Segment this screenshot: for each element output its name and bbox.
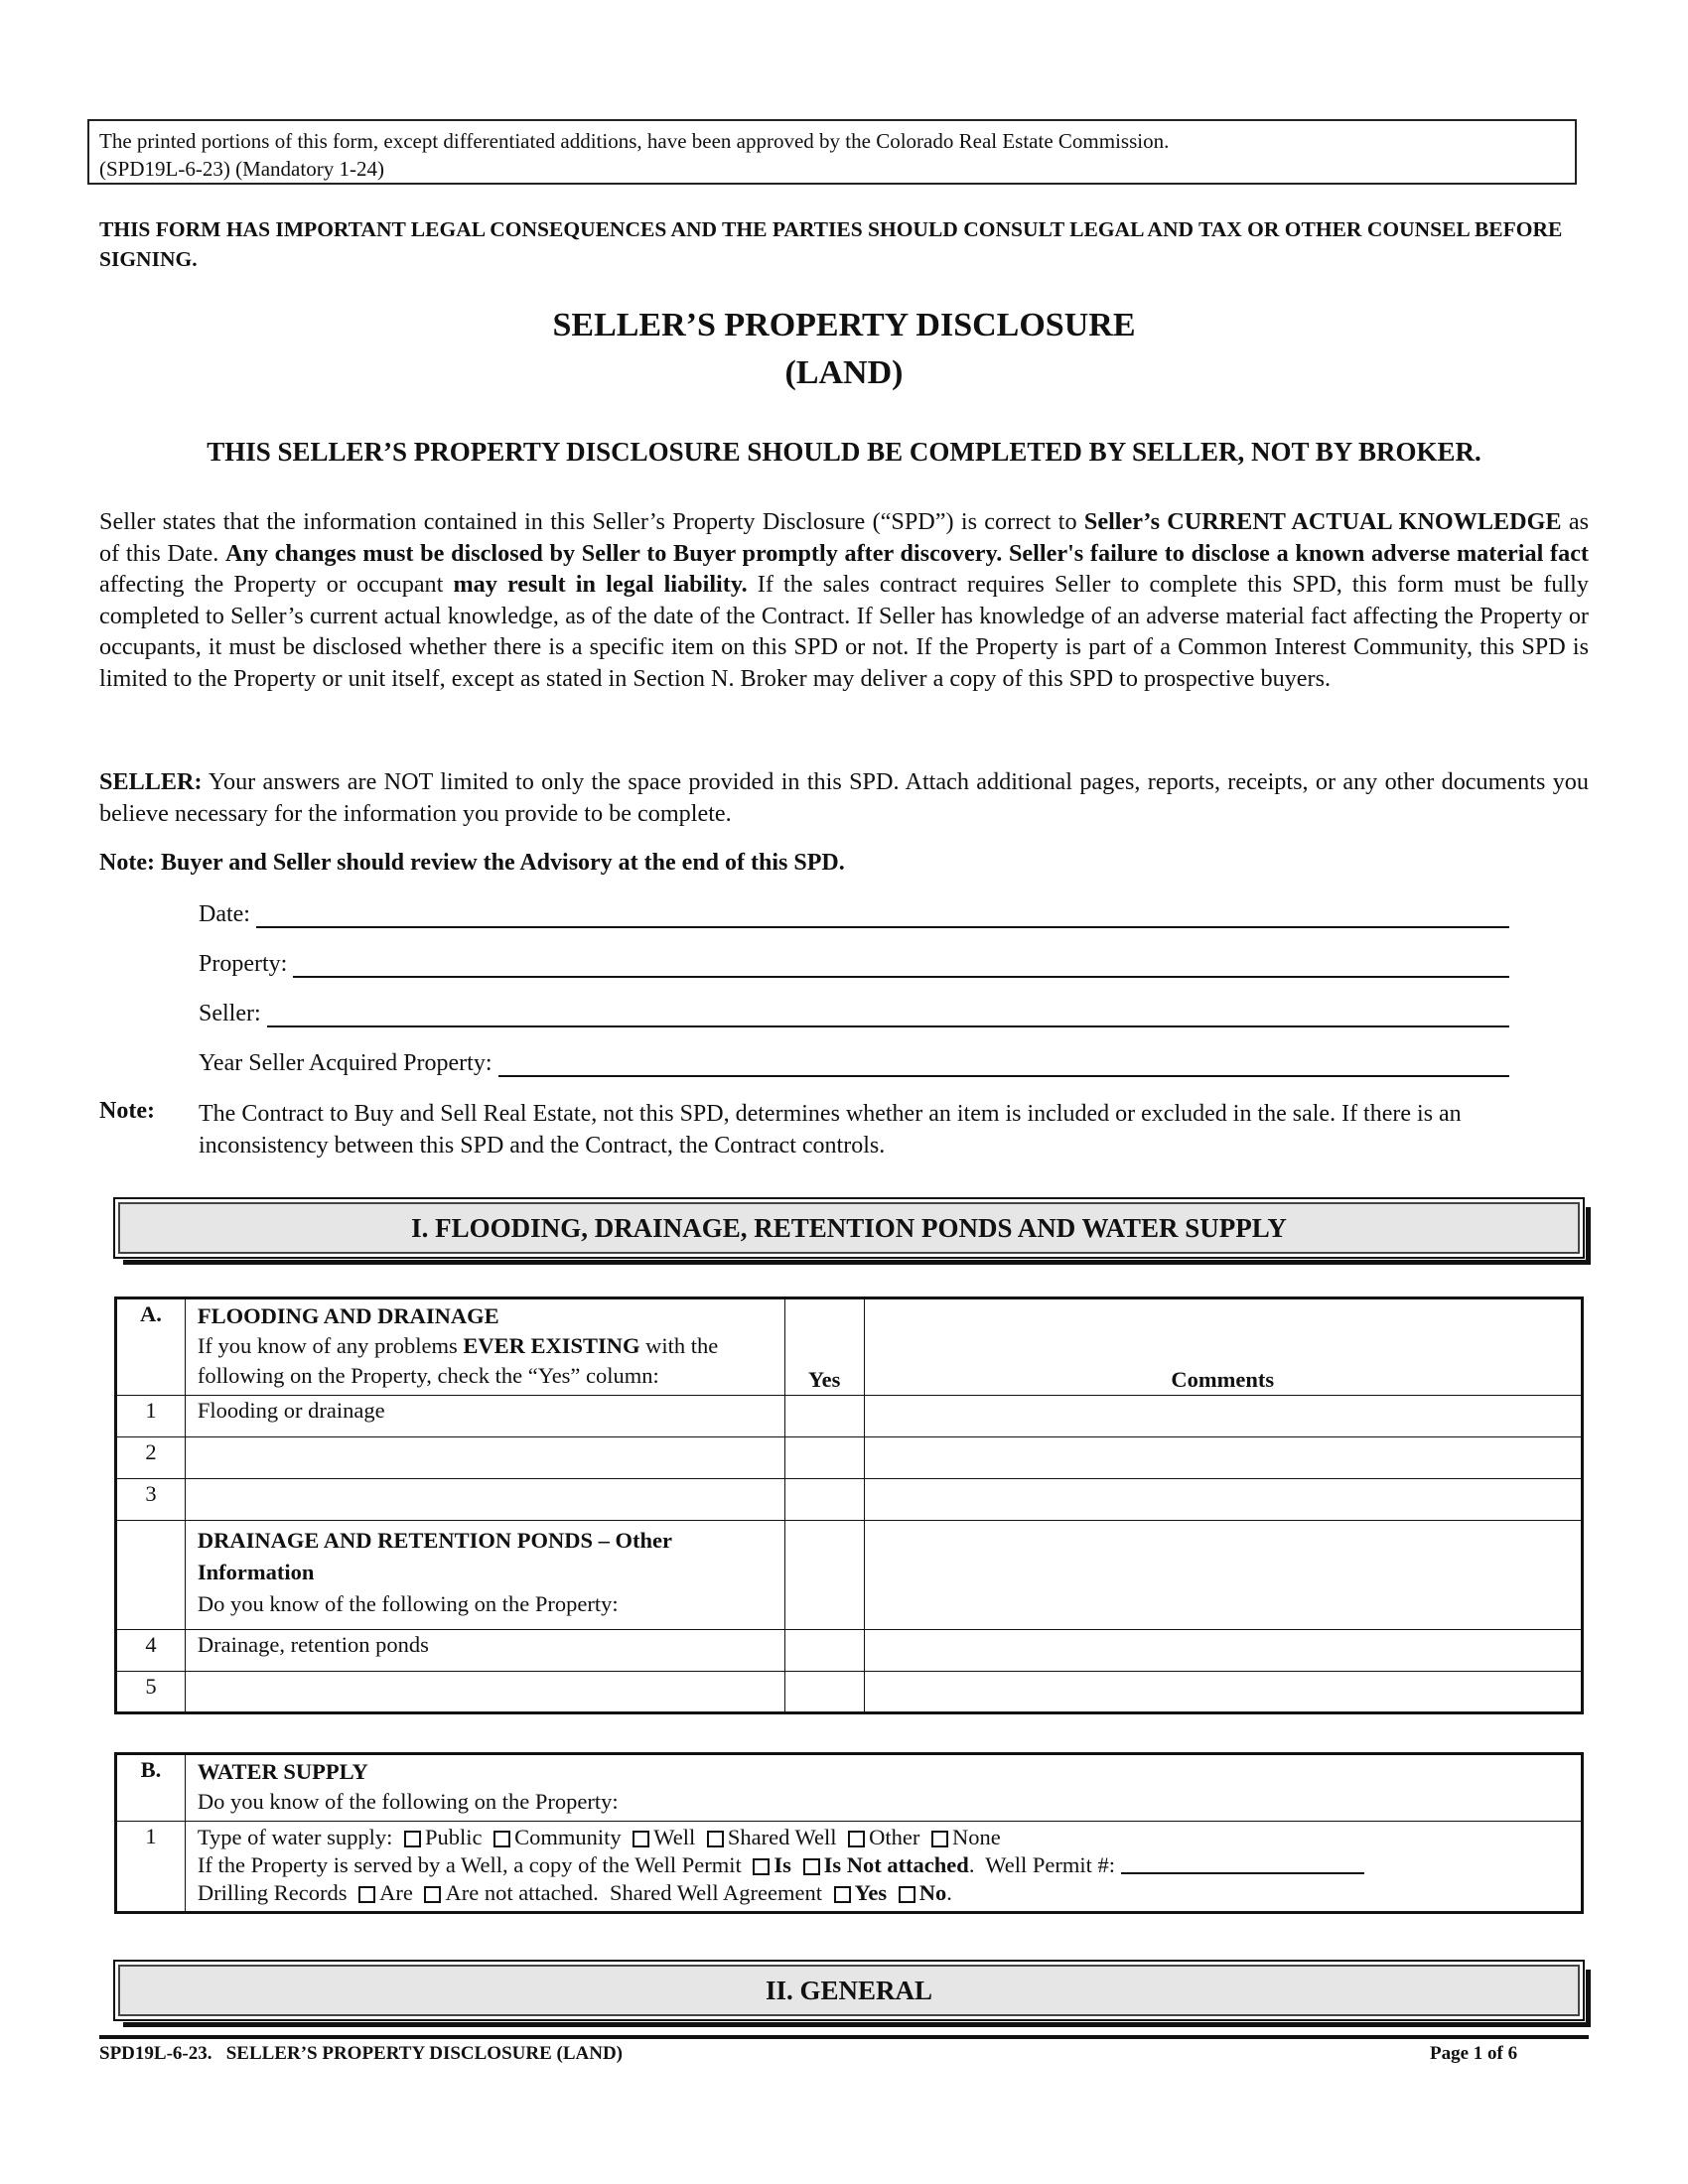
- year-acquired-label: Year Seller Acquired Property:: [199, 1050, 492, 1076]
- yes-cell[interactable]: [784, 1672, 864, 1713]
- date-field: [199, 896, 1509, 928]
- property-label: Property:: [199, 951, 288, 977]
- footer-form-id: SPD19L-6-23. SELLER’S PROPERTY DISCLOSURE (LAND): [99, 2043, 623, 2064]
- table-a-header-row: [116, 1298, 1583, 1396]
- water-supply-row: [116, 1822, 1583, 1913]
- blank-cell: [864, 1521, 1582, 1630]
- is-label: Is: [774, 1852, 791, 1877]
- form-title: SELLER’S PROPERTY DISCLOSURE: [552, 307, 1136, 343]
- table-row: [116, 1479, 1583, 1521]
- table-a-instructions: [198, 1331, 773, 1391]
- comments-cell[interactable]: [864, 1672, 1582, 1713]
- yes-cell[interactable]: [784, 1630, 864, 1672]
- well-permit-label: Well Permit #:: [985, 1852, 1115, 1877]
- water-type-label: Type of water supply:: [197, 1825, 393, 1849]
- approval-line-2: (SPD19L-6-23) (Mandatory 1-24): [99, 157, 384, 181]
- section-2-title: II. GENERAL: [118, 1965, 1580, 2016]
- table-a-heading: FLOODING AND DRAINAGE: [197, 1303, 499, 1328]
- well-permit-line: If the Property is served by a Well, a copy of the Well Permit Is Is Not attached. Well Permit #:: [198, 1851, 1569, 1879]
- table-row: [116, 1396, 1583, 1437]
- row-number: 1: [116, 1396, 186, 1437]
- comments-cell[interactable]: [864, 1479, 1582, 1521]
- table-row: [116, 1437, 1583, 1479]
- are-not-label: Are not attached.: [445, 1880, 599, 1905]
- yes-cell[interactable]: [784, 1479, 864, 1521]
- agreement-yes-label: Yes: [854, 1880, 888, 1905]
- row-label: Drainage, retention ponds: [185, 1630, 784, 1672]
- row-label[interactable]: [185, 1672, 784, 1713]
- section-1-title: I. FLOODING, DRAINAGE, RETENTION PONDS AND WATER SUPPLY: [118, 1202, 1580, 1254]
- table-row: [116, 1672, 1583, 1713]
- table-a-letter: A.: [116, 1298, 186, 1396]
- instr-part-1: If you know of any problems: [197, 1333, 464, 1358]
- public-label: Public: [425, 1825, 483, 1849]
- comments-cell[interactable]: [864, 1437, 1582, 1479]
- section-1-banner: [113, 1197, 1585, 1259]
- none-checkbox[interactable]: [931, 1831, 948, 1847]
- table-b-header-row: [116, 1754, 1583, 1822]
- well-permit-text: If the Property is served by a Well, a copy of the Well Permit: [197, 1852, 742, 1877]
- seller-paragraph: [99, 766, 1589, 829]
- property-input[interactable]: [293, 952, 1509, 978]
- shared-well-checkbox[interactable]: [707, 1831, 724, 1847]
- approval-line-1: The printed portions of this form, except differentiated additions, have been approved by the Colorado Real Estate Commission.: [99, 129, 1170, 153]
- table-b-instructions: Do you know of the following on the Property:: [197, 1789, 619, 1814]
- none-label: None: [951, 1825, 1001, 1849]
- intro-text-4: If the sales contract requires Seller to complete this SPD, this form must be fully completed to Seller’s current actual knowledge, as of the date of the Contract. If Seller has knowledge of an adverse material fact affecting the Property or occupants, it must be disclosed whether there is a specific item on this SPD or not. If the Property is part of a Common Interest Community, this SPD is limited to the Property or unit itself, except as stated in Section N. Broker may deliver a copy of this SPD to prospective buyers.: [99, 571, 1589, 692]
- table-b-heading-cell: [185, 1754, 1582, 1822]
- table-a-heading-cell: [185, 1298, 784, 1396]
- well-label: Well: [653, 1825, 696, 1849]
- footer-page-number: Page 1 of 6: [1430, 2043, 1518, 2064]
- table-b-letter: B.: [116, 1754, 186, 1822]
- agreement-no-checkbox[interactable]: [899, 1886, 915, 1903]
- shared-well-label: Shared Well: [727, 1825, 837, 1849]
- contract-note-label: Note:: [99, 1098, 155, 1124]
- drainage-instructions: Do you know of the following on the Property:: [197, 1591, 619, 1616]
- water-supply-cell: [185, 1822, 1582, 1913]
- other-label: Other: [869, 1825, 920, 1849]
- well-checkbox[interactable]: [633, 1831, 649, 1847]
- comments-cell[interactable]: [864, 1630, 1582, 1672]
- footer-divider: [99, 2035, 1589, 2039]
- table-b-heading: WATER SUPPLY: [197, 1759, 368, 1784]
- section-2-banner: [113, 1960, 1585, 2021]
- date-input[interactable]: [256, 902, 1509, 928]
- row-number: 4: [116, 1630, 186, 1672]
- drainage-subheading-cell: [185, 1521, 784, 1630]
- water-supply-table: [114, 1752, 1584, 1914]
- instr-part-3: with the following on the Property, check the “Yes” column:: [197, 1333, 719, 1388]
- community-label: Community: [514, 1825, 622, 1849]
- intro-bold-2: Any changes must be disclosed by Seller to Buyer promptly after discovery. Seller's failure to disclose a known adverse material fact: [224, 539, 1589, 567]
- property-field: [199, 946, 1509, 978]
- year-acquired-input[interactable]: [498, 1051, 1510, 1077]
- is-not-attached-label: Is Not attached: [823, 1852, 969, 1877]
- intro-paragraph: [99, 506, 1589, 695]
- intro-text-3: affecting the Property or occupant: [99, 571, 454, 599]
- seller-label: SELLER:: [99, 768, 203, 795]
- year-acquired-field: [199, 1045, 1509, 1077]
- shared-well-agreement-label: Shared Well Agreement: [610, 1880, 822, 1905]
- seller-input[interactable]: [267, 1002, 1509, 1027]
- other-checkbox[interactable]: [848, 1831, 865, 1847]
- yes-cell[interactable]: [784, 1437, 864, 1479]
- completion-notice: THIS SELLER’S PROPERTY DISCLOSURE SHOULD BE COMPLETED BY SELLER, NOT BY BROKER.: [207, 437, 1481, 467]
- yes-column-header: Yes: [784, 1298, 864, 1396]
- comments-cell[interactable]: [864, 1396, 1582, 1437]
- row-number: 5: [116, 1672, 186, 1713]
- row-number: 1: [116, 1822, 186, 1913]
- drilling-records-label: Drilling Records: [197, 1880, 348, 1905]
- legal-warning: THIS FORM HAS IMPORTANT LEGAL CONSEQUENCES AND THE PARTIES SHOULD CONSULT LEGAL AND TAX OR OTHER COUNSEL BEFORE SIGNING.: [99, 217, 1563, 271]
- intro-text-2: as of this Date.: [99, 508, 1590, 567]
- well-permit-input[interactable]: [1121, 1854, 1364, 1874]
- seller-instructions: Your answers are NOT limited to only the space provided in this SPD. Attach additional pages, reports, receipts, or any other documents you believe necessary for the information you provide to be complete.: [99, 768, 1589, 827]
- blank-cell: [116, 1521, 186, 1630]
- table-row: [116, 1630, 1583, 1672]
- is-attached-checkbox[interactable]: [753, 1858, 770, 1875]
- blank-cell: [784, 1521, 864, 1630]
- contract-note-text: The Contract to Buy and Sell Real Estate, not this SPD, determines whether an item is included or excluded in the sale. If there is an inconsistency between this SPD and the Contract, the Contract controls.: [199, 1101, 1462, 1159]
- row-label[interactable]: [185, 1437, 784, 1479]
- drilling-are-checkbox[interactable]: [358, 1886, 375, 1903]
- water-type-line: [198, 1824, 1569, 1851]
- comments-column-header: Comments: [864, 1298, 1582, 1396]
- instr-part-2: EVER EXISTING: [463, 1333, 640, 1358]
- agreement-no-label: No: [918, 1880, 947, 1905]
- agreement-yes-checkbox[interactable]: [834, 1886, 851, 1903]
- community-checkbox[interactable]: [493, 1831, 510, 1847]
- flooding-drainage-table: [114, 1297, 1584, 1714]
- seller-field: [199, 996, 1509, 1027]
- row-label: Flooding or drainage: [185, 1396, 784, 1437]
- public-checkbox[interactable]: [404, 1831, 421, 1847]
- intro-bold-3: may result in legal liability.: [453, 571, 748, 599]
- table-subheader-row: [116, 1521, 1583, 1630]
- drilling-are-not-checkbox[interactable]: [424, 1886, 441, 1903]
- yes-cell[interactable]: [784, 1396, 864, 1437]
- intro-text-1: Seller states that the information contained in this Seller’s Property Disclosure (“SPD”) is correct to: [99, 508, 1084, 535]
- are-label: Are: [379, 1880, 413, 1905]
- date-label: Date:: [199, 901, 250, 927]
- row-label[interactable]: [185, 1479, 784, 1521]
- row-number: 2: [116, 1437, 186, 1479]
- approval-notice-box: [87, 119, 1577, 185]
- drilling-records-line: Drilling Records Are Are not attached. Shared Well Agreement Yes No.: [197, 1880, 952, 1905]
- is-not-attached-checkbox[interactable]: [803, 1858, 820, 1875]
- drainage-subheading: DRAINAGE AND RETENTION PONDS – Other Information: [197, 1528, 672, 1584]
- intro-bold-1: Seller’s CURRENT ACTUAL KNOWLEDGE: [1083, 508, 1562, 535]
- advisory-note: Note: Buyer and Seller should review the Advisory at the end of this SPD.: [99, 850, 845, 876]
- form-subtitle-land: (LAND): [784, 354, 904, 391]
- seller-field-label: Seller:: [199, 1001, 261, 1026]
- row-number: 3: [116, 1479, 186, 1521]
